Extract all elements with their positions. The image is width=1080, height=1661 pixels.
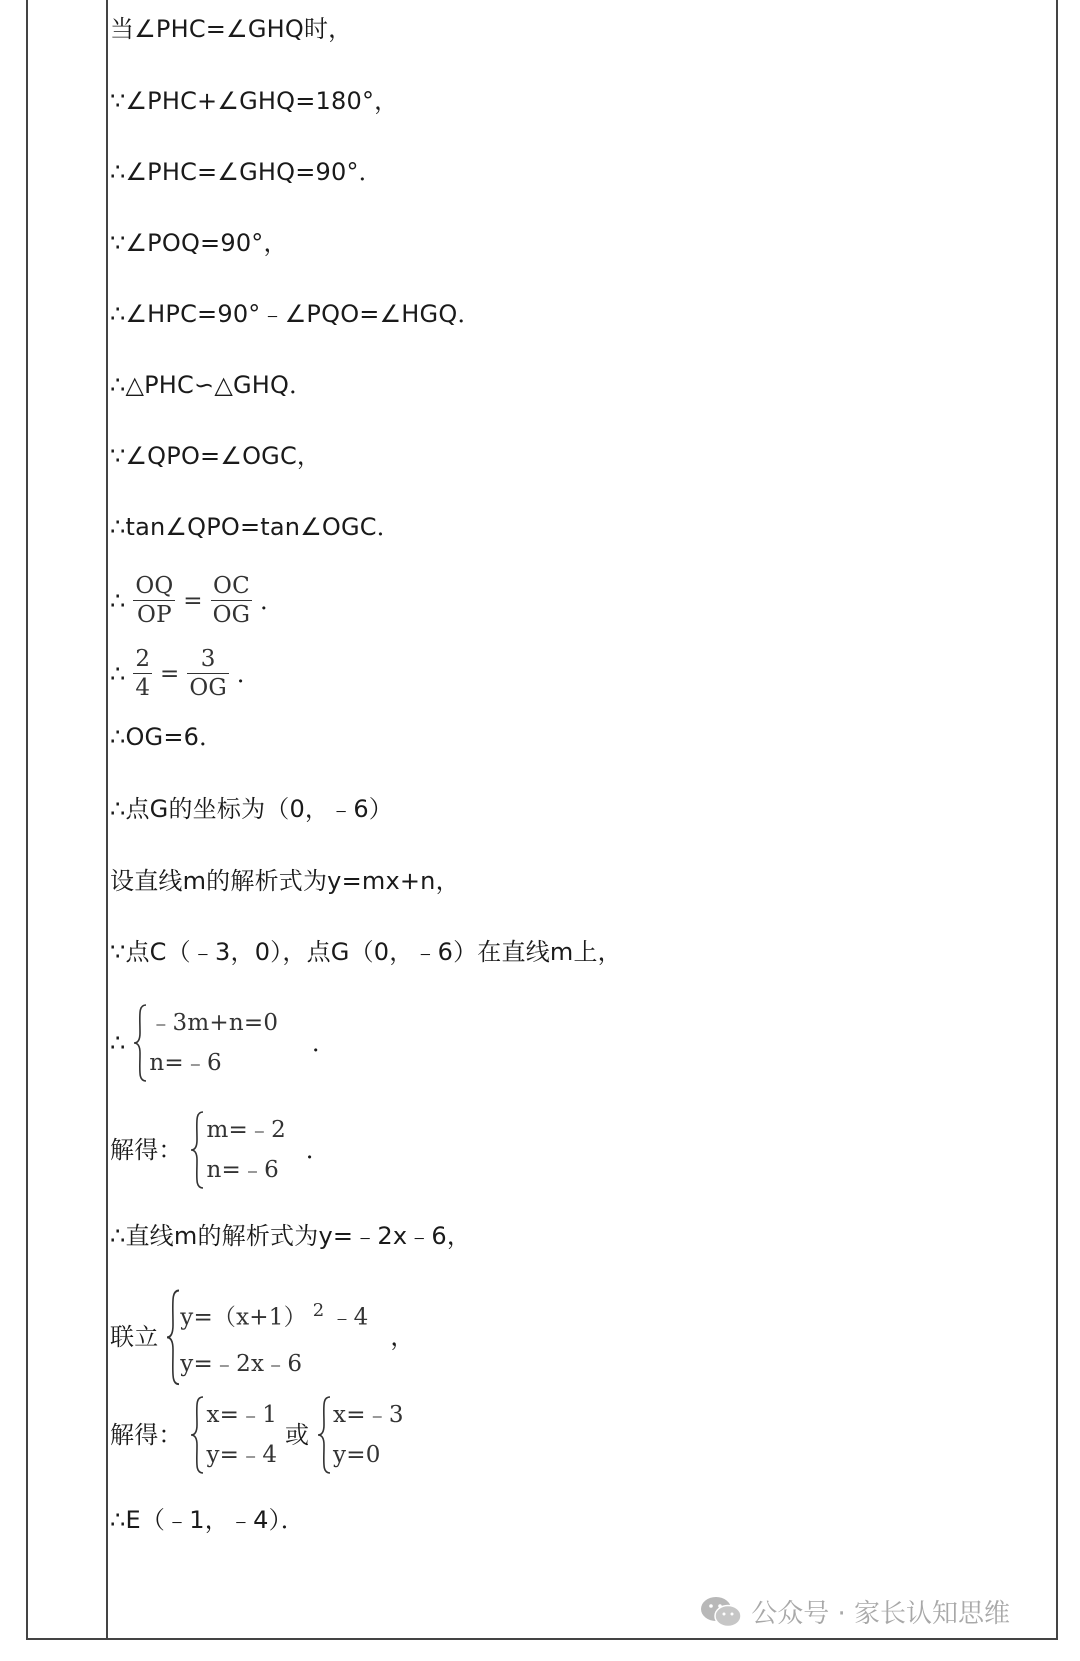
- fraction: $\frac{OC}{OG}$: [212, 573, 251, 628]
- equation-system: x=﹣3 y=0: [317, 1395, 404, 1475]
- equation-system: ﹣3m+n=0 n=﹣6: [133, 1003, 278, 1083]
- solution-line: ∴△PHC∽△GHQ．: [110, 371, 314, 399]
- solution-line: ∴E（﹣1，﹣4）．: [110, 1506, 305, 1534]
- solution-line: 设直线m的解析式为y=mx+n，: [110, 867, 460, 895]
- left-brace-icon: [190, 1110, 204, 1190]
- solution-line: ∵点C（﹣3，0），点G（0，﹣6）在直线m上，: [110, 938, 622, 966]
- left-brace-icon: [190, 1395, 204, 1475]
- equation-system-2: 解得： m=﹣2 n=﹣6 ．: [110, 1110, 330, 1190]
- equation-system-3: 联立 y=（x+1） $^2$ ﹣4 y=﹣2x﹣6 ，: [110, 1288, 415, 1387]
- fraction-equation-2: ∴ $\frac{2}{4}$ = $\frac{3}{OG}$ ．: [110, 646, 262, 701]
- equation-system: x=﹣1 y=﹣4: [190, 1395, 277, 1475]
- equation-system: m=﹣2 n=﹣6: [190, 1110, 286, 1190]
- wechat-icon: [699, 1595, 743, 1629]
- solution-line: ∵∠PHC+∠GHQ=180°，: [110, 87, 399, 115]
- solution-line: ∴tan∠QPO=tan∠OGC．: [110, 513, 401, 541]
- solution-line: ∵∠QPO=∠OGC，: [110, 442, 322, 470]
- solution-line: ∵∠POQ=90°，: [110, 229, 288, 257]
- fraction-equation-1: ∴ $\frac{OQ}{OP}$ = $\frac{OC}{OG}$ ．: [110, 573, 285, 628]
- watermark: [699, 1593, 1010, 1630]
- solution-line: ∴OG=6．: [110, 723, 224, 751]
- equation-system-4: 解得： x=﹣1 y=﹣4 或 x=﹣3 y=0: [110, 1395, 404, 1475]
- solution-line: ∴直线m的解析式为y=﹣2x﹣6，: [110, 1222, 472, 1250]
- equation-system: y=（x+1） $^2$ ﹣4 y=﹣2x﹣6: [166, 1288, 368, 1387]
- fraction: $\frac{OQ}{OP}$: [135, 573, 174, 628]
- solution-line: ∴∠PHC=∠GHQ=90°．: [110, 158, 383, 186]
- column-divider: [106, 0, 108, 1640]
- left-brace-icon: [133, 1003, 147, 1083]
- equation-system-1: ∴ ﹣3m+n=0 n=﹣6 ．: [110, 1003, 336, 1083]
- solution-line: 当∠PHC=∠GHQ时，: [110, 15, 353, 43]
- solution-line: ∴点G的坐标为（0，﹣6）: [110, 795, 394, 823]
- fraction: $\frac{2}{4}$: [135, 646, 151, 701]
- left-brace-icon: [317, 1395, 331, 1475]
- watermark-text: 公众号 · 家长认知思维: [751, 1599, 1010, 1629]
- fraction: $\frac{3}{OG}$: [189, 646, 227, 701]
- left-brace-icon: [166, 1288, 180, 1387]
- solution-line: ∴∠HPC=90°﹣∠PQO=∠HGQ．: [110, 300, 482, 328]
